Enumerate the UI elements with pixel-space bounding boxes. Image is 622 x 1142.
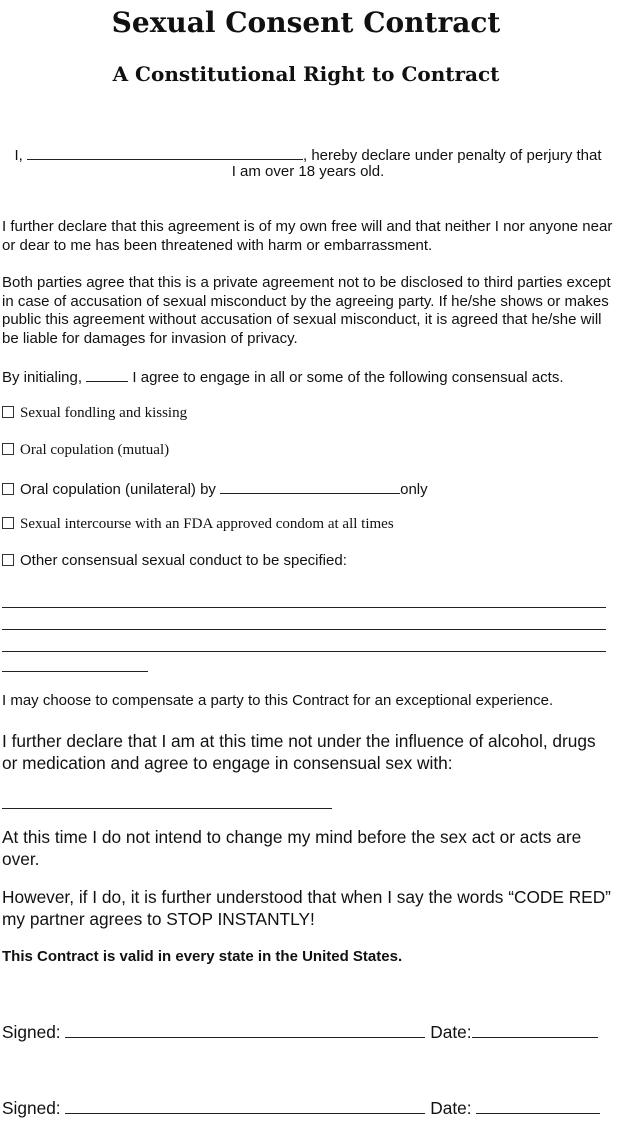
partner-name-line[interactable] — [2, 808, 332, 809]
act-label: Sexual fondling and kissing — [20, 405, 188, 421]
privacy-paragraph: Both parties agree that this is a private agreement not to be disclosed to third parties except in case of accusation of sexual misconduct by the agreeing party. If he/she shows or makes public this agreement without accusation of sexual misconduct, it is agreed that he/she will be liable for damages for invasion of privacy. — [2, 274, 611, 347]
declaration-suffix: , hereby declare under penalty of perjury that — [303, 147, 602, 164]
signed-label: Signed: — [2, 1098, 61, 1118]
date-label: Date: — [430, 1022, 472, 1042]
document-subtitle: A Constitutional Right to Contract — [112, 62, 500, 86]
specify-line[interactable] — [2, 607, 606, 608]
initial-blank[interactable] — [86, 367, 128, 382]
date-label: Date: — [430, 1098, 472, 1118]
signature-line-1 — [2, 1022, 614, 1044]
document-title: Sexual Consent Contract — [111, 6, 501, 39]
declaration-age: I am over 18 years old. — [231, 163, 385, 180]
signature-line-2 — [2, 1098, 614, 1120]
influence-paragraph: I further declare that I am at this time not under the influence of alcohol, drugs or medication and agree to engage in consensual sex with: — [2, 731, 596, 773]
no-change-paragraph: At this time I do not intend to change my mind before the sex act or acts are over. — [2, 827, 582, 869]
act-item[interactable] — [2, 552, 614, 571]
act-item[interactable] — [2, 515, 614, 533]
checkbox-icon[interactable] — [2, 517, 14, 529]
checkbox-icon[interactable] — [2, 443, 14, 455]
act-label: Other consensual sexual conduct to be specified: — [20, 552, 347, 569]
free-will-paragraph: I further declare that this agreement is of my own free will and that neither I nor anyone near or dear to me has been threatened with harm or embarrassment. — [2, 218, 613, 254]
initial-suffix: I agree to engage in all or some of the following consensual acts. — [128, 369, 564, 386]
act-label: Oral copulation (mutual) — [20, 442, 170, 458]
act-item[interactable] — [2, 404, 614, 422]
act-suffix: only — [400, 481, 428, 498]
initial-prefix: By initialing, — [2, 369, 87, 386]
specify-line[interactable] — [2, 651, 606, 652]
specify-line[interactable] — [2, 671, 148, 672]
declaration-prefix: I, — [14, 147, 27, 164]
initial-line — [2, 367, 614, 388]
signature-field[interactable] — [65, 1099, 425, 1114]
checkbox-icon[interactable] — [2, 483, 14, 495]
act-label: Sexual intercourse with an FDA approved condom at all times — [20, 516, 394, 532]
validity-statement: This Contract is valid in every state in the United States. — [2, 948, 403, 965]
declaration-line — [2, 145, 614, 165]
act-item[interactable] — [2, 479, 614, 500]
signature-field[interactable] — [65, 1023, 425, 1038]
act-item[interactable] — [2, 441, 614, 459]
compensate-paragraph: I may choose to compensate a party to this Contract for an exceptional experience. — [2, 692, 554, 709]
partner-blank[interactable] — [220, 479, 400, 494]
date-field[interactable] — [472, 1023, 598, 1038]
checkbox-icon[interactable] — [2, 554, 14, 566]
specify-line[interactable] — [2, 629, 606, 630]
signed-label: Signed: — [2, 1022, 61, 1042]
name-blank[interactable] — [27, 145, 303, 160]
act-label: Oral copulation (unilateral) by — [20, 481, 216, 498]
code-red-paragraph: However, if I do, it is further understood that when I say the words “CODE RED” my partner agrees to STOP INSTANTLY! — [2, 887, 611, 929]
date-field[interactable] — [476, 1099, 600, 1114]
checkbox-icon[interactable] — [2, 406, 14, 418]
